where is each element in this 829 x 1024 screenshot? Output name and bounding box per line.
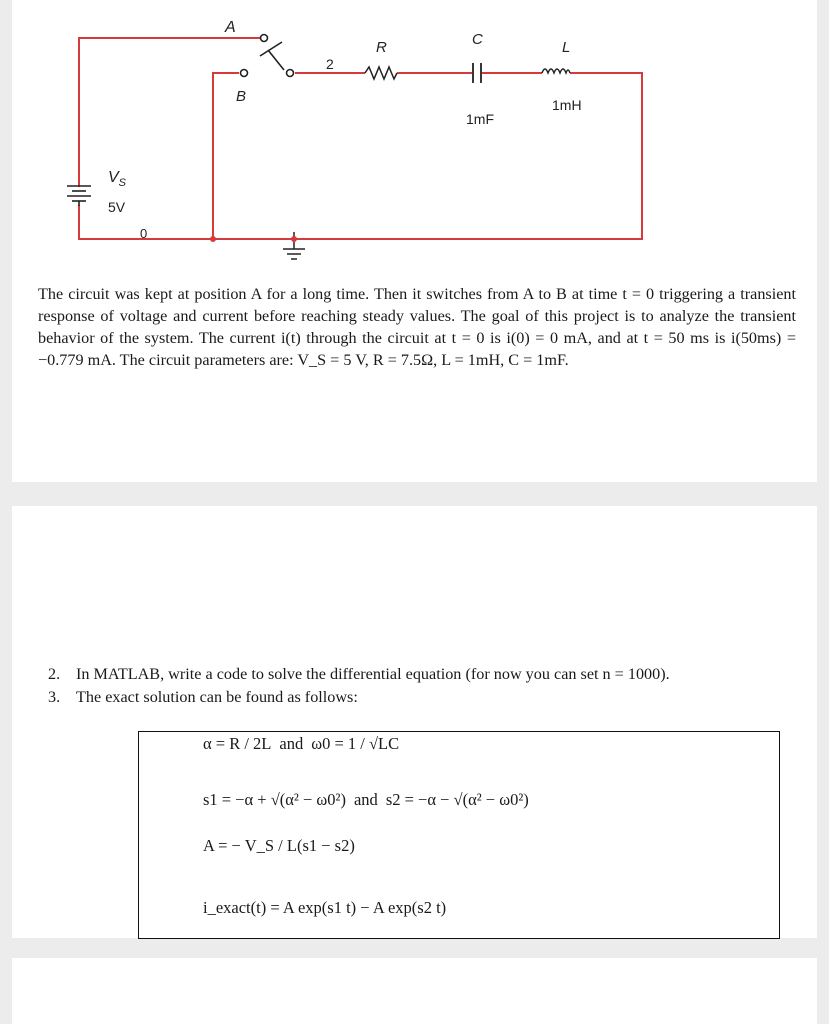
equation-alpha-omega: [203, 734, 399, 754]
equation-and-2: and: [353, 790, 378, 809]
task-list: [38, 664, 778, 710]
resistor-symbol: [365, 67, 397, 79]
task-number: 2.: [48, 665, 61, 683]
switch: [241, 35, 294, 77]
task-text: The exact solution can be found as follows:: [76, 688, 358, 706]
capacitor-value: 1mF: [466, 111, 494, 127]
label-l: L: [562, 39, 571, 56]
equation-i-exact-text: i_exact(t) = A exp(s1 t) − A exp(s2 t): [203, 898, 447, 917]
equation-s1-s2: [203, 790, 529, 810]
battery-symbol: [67, 186, 91, 206]
switch-terminal-a: [261, 35, 268, 42]
inductor-symbol: [542, 69, 570, 73]
capacitor-symbol: [473, 63, 481, 83]
label-a: A: [225, 19, 236, 36]
task-text: In MATLAB, write a code to solve the differential equation (for now you can set n = 1000).: [76, 665, 670, 683]
equation-alpha: α = R / 2L: [203, 734, 272, 753]
source-value: 5V: [108, 199, 126, 215]
wire-source-to-a: [79, 38, 260, 187]
empty-card: [12, 958, 817, 1024]
node-dot-left: [210, 236, 216, 242]
equation-and: and: [279, 734, 304, 753]
problem-card: [12, 0, 817, 482]
label-c: C: [472, 31, 483, 48]
exact-solution-box: [138, 731, 780, 939]
equation-a-text: A = − V_S / L(s1 − s2): [203, 836, 355, 855]
equation-omega0: ω0 = 1 / √LC: [311, 734, 400, 753]
equation-s2: s2 = −α − √(α² − ω0²): [385, 790, 529, 809]
task-item: [38, 664, 778, 685]
equation-s1: s1 = −α + √(α² − ω0²): [203, 790, 346, 809]
circuit-wires: [79, 38, 642, 239]
switch-terminal-common: [287, 70, 294, 77]
label-b: B: [236, 88, 247, 105]
ground-node-label: 0: [140, 226, 148, 241]
label-switch-common: 2: [326, 56, 334, 72]
equation-a: [203, 836, 355, 856]
equation-i-exact: [203, 898, 446, 918]
node-dot-ground: [291, 236, 297, 242]
problem-description: The circuit was kept at position A for a long time. Then it switches from A to B at time t = 0 triggering a transient response of voltage and current before reaching steady values. The goal of this project is to analyze the transient behavior of the system. The current i(t) through the circuit at t = 0 is i(0) = 0 mA, and at t = 50 ms is i(50ms) = −0.779 mA. The circuit parameters are: V_S = 5 V, R = 7.5Ω, L = 1mH, C = 1mF.: [38, 285, 796, 369]
switch-blade: [268, 50, 284, 70]
circuit-diagram: [12, 0, 817, 270]
label-r: R: [376, 39, 387, 56]
task-number: 3.: [48, 688, 61, 706]
switch-terminal-b: [241, 70, 248, 77]
source-label: $V_S$: [108, 169, 127, 189]
task-item: [38, 687, 778, 708]
inductor-value: 1mH: [552, 97, 582, 113]
